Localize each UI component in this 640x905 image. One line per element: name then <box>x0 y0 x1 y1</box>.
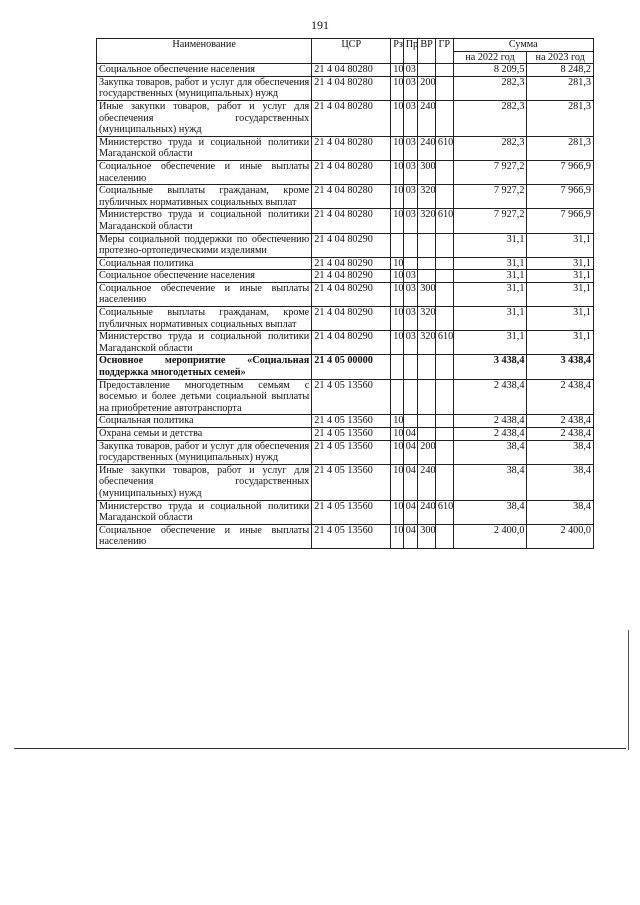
cell-csr: 21 4 05 00000 <box>312 355 391 379</box>
cell-pr: 03 <box>403 136 418 160</box>
cell-name: Социальное обеспечение и иные выплаты населению <box>97 524 312 548</box>
cell-name: Иные закупки товаров, работ и услуг для обеспечения государственных (муниципальных) нужд <box>97 464 312 500</box>
cell-vr: 240 <box>418 464 436 500</box>
cell-name: Социальные выплаты гражданам, кроме публичных нормативных социальных выплат <box>97 185 312 209</box>
cell-csr: 21 4 04 80280 <box>312 64 391 77</box>
cell-csr: 21 4 05 13560 <box>312 415 391 428</box>
cell-sum-2023: 3 438,4 <box>527 355 594 379</box>
cell-sum-2022: 31,1 <box>453 233 527 257</box>
cell-vr: 200 <box>418 440 436 464</box>
cell-sum-2022: 31,1 <box>453 331 527 355</box>
margin-mark <box>628 630 629 750</box>
cell-rz: 10 <box>391 524 403 548</box>
cell-vr: 200 <box>418 76 436 100</box>
cell-rz: 10 <box>391 136 403 160</box>
cell-vr: 300 <box>418 524 436 548</box>
cell-name: Министерство труда и социальной политики Магаданской области <box>97 209 312 233</box>
cell-pr: 03 <box>403 160 418 184</box>
cell-name: Меры социальной поддержки по обеспечению протезно-ортопедическими изделиями <box>97 233 312 257</box>
cell-csr: 21 4 04 80280 <box>312 100 391 136</box>
cell-name: Министерство труда и социальной политики Магаданской области <box>97 500 312 524</box>
table-row <box>97 100 594 136</box>
cell-gr <box>435 524 453 548</box>
cell-sum-2023: 31,1 <box>527 270 594 283</box>
cell-pr: 03 <box>403 282 418 306</box>
table-row <box>97 500 594 524</box>
table-row <box>97 464 594 500</box>
cell-sum-2023: 281,3 <box>527 76 594 100</box>
header-sum: Сумма <box>453 39 593 52</box>
cell-sum-2023: 31,1 <box>527 331 594 355</box>
cell-sum-2022: 31,1 <box>453 307 527 331</box>
cell-pr: 03 <box>403 270 418 283</box>
cell-csr: 21 4 05 13560 <box>312 379 391 415</box>
table-row <box>97 415 594 428</box>
cell-rz <box>391 233 403 257</box>
cell-vr: 240 <box>418 100 436 136</box>
cell-pr <box>403 257 418 270</box>
cell-sum-2022: 7 927,2 <box>453 209 527 233</box>
cell-pr: 04 <box>403 524 418 548</box>
header-gr: ГР <box>435 39 453 64</box>
cell-gr <box>435 440 453 464</box>
cell-pr: 03 <box>403 331 418 355</box>
cell-pr <box>403 355 418 379</box>
header-name: Наименование <box>97 39 312 64</box>
cell-sum-2023: 31,1 <box>527 307 594 331</box>
cell-pr: 03 <box>403 100 418 136</box>
cell-csr: 21 4 05 13560 <box>312 464 391 500</box>
cell-sum-2023: 2 400,0 <box>527 524 594 548</box>
cell-csr: 21 4 05 13560 <box>312 500 391 524</box>
cell-csr: 21 4 05 13560 <box>312 524 391 548</box>
cell-sum-2023: 2 438,4 <box>527 415 594 428</box>
table-header <box>97 39 594 64</box>
cell-pr: 04 <box>403 464 418 500</box>
table-row <box>97 270 594 283</box>
cell-gr <box>435 160 453 184</box>
table-row <box>97 379 594 415</box>
cell-rz: 10 <box>391 76 403 100</box>
header-vr: ВР <box>418 39 436 64</box>
table-row <box>97 282 594 306</box>
cell-gr <box>435 355 453 379</box>
cell-sum-2022: 7 927,2 <box>453 185 527 209</box>
cell-vr: 320 <box>418 209 436 233</box>
cell-pr <box>403 379 418 415</box>
budget-table <box>96 38 594 549</box>
cell-name: Социальное обеспечение населения <box>97 64 312 77</box>
cell-sum-2022: 2 438,4 <box>453 379 527 415</box>
cell-name: Основное мероприятие «Социальная поддержка многодетных семей» <box>97 355 312 379</box>
header-year-2023: на 2023 год <box>527 51 594 64</box>
cell-name: Иные закупки товаров, работ и услуг для обеспечения государственных (муниципальных) нужд <box>97 100 312 136</box>
table-row <box>97 209 594 233</box>
cell-rz: 10 <box>391 282 403 306</box>
cell-vr <box>418 233 436 257</box>
cell-csr: 21 4 04 80290 <box>312 233 391 257</box>
cell-sum-2023: 2 438,4 <box>527 379 594 415</box>
cell-rz: 10 <box>391 428 403 441</box>
cell-sum-2022: 31,1 <box>453 282 527 306</box>
cell-gr <box>435 282 453 306</box>
table-row <box>97 307 594 331</box>
cell-pr: 04 <box>403 440 418 464</box>
cell-gr <box>435 464 453 500</box>
header-pr: Пр <box>403 39 418 64</box>
cell-csr: 21 4 04 80280 <box>312 209 391 233</box>
cell-gr <box>435 307 453 331</box>
cell-rz: 10 <box>391 185 403 209</box>
cell-csr: 21 4 05 13560 <box>312 440 391 464</box>
page-number: 191 <box>311 18 329 32</box>
cell-sum-2022: 38,4 <box>453 500 527 524</box>
cell-name: Министерство труда и социальной политики Магаданской области <box>97 331 312 355</box>
cell-csr: 21 4 04 80290 <box>312 257 391 270</box>
cell-vr: 320 <box>418 331 436 355</box>
table-row <box>97 76 594 100</box>
cell-sum-2022: 2 438,4 <box>453 415 527 428</box>
cell-rz: 10 <box>391 415 403 428</box>
table-row <box>97 440 594 464</box>
cell-gr: 610 <box>435 209 453 233</box>
cell-rz: 10 <box>391 440 403 464</box>
cell-vr <box>418 257 436 270</box>
cell-csr: 21 4 04 80280 <box>312 136 391 160</box>
cell-rz: 10 <box>391 270 403 283</box>
cell-name: Социальные выплаты гражданам, кроме публичных нормативных социальных выплат <box>97 307 312 331</box>
cell-rz: 10 <box>391 209 403 233</box>
table-row <box>97 428 594 441</box>
cell-vr: 240 <box>418 136 436 160</box>
table-row <box>97 233 594 257</box>
cell-sum-2023: 8 248,2 <box>527 64 594 77</box>
table-row <box>97 331 594 355</box>
cell-rz: 10 <box>391 64 403 77</box>
cell-pr: 03 <box>403 209 418 233</box>
cell-csr: 21 4 04 80290 <box>312 331 391 355</box>
cell-gr <box>435 76 453 100</box>
table-row <box>97 136 594 160</box>
cell-csr: 21 4 04 80280 <box>312 160 391 184</box>
cell-rz: 10 <box>391 257 403 270</box>
cell-sum-2022: 8 209,5 <box>453 64 527 77</box>
cell-sum-2022: 2 438,4 <box>453 428 527 441</box>
table-row <box>97 524 594 548</box>
cell-gr <box>435 270 453 283</box>
cell-pr <box>403 415 418 428</box>
cell-csr: 21 4 04 80280 <box>312 185 391 209</box>
cell-gr <box>435 428 453 441</box>
cell-sum-2022: 282,3 <box>453 76 527 100</box>
cell-gr <box>435 233 453 257</box>
cell-name: Охрана семьи и детства <box>97 428 312 441</box>
header-csr: ЦСР <box>312 39 391 64</box>
cell-sum-2022: 38,4 <box>453 464 527 500</box>
table-row <box>97 355 594 379</box>
cell-csr: 21 4 05 13560 <box>312 428 391 441</box>
cell-name: Социальная политика <box>97 415 312 428</box>
cell-rz: 10 <box>391 160 403 184</box>
cell-vr <box>418 355 436 379</box>
cell-vr: 320 <box>418 307 436 331</box>
separator-line <box>14 748 626 749</box>
cell-sum-2022: 38,4 <box>453 440 527 464</box>
cell-vr: 300 <box>418 282 436 306</box>
cell-sum-2022: 282,3 <box>453 136 527 160</box>
table-body <box>97 64 594 549</box>
cell-vr: 300 <box>418 160 436 184</box>
cell-rz: 10 <box>391 331 403 355</box>
cell-gr <box>435 185 453 209</box>
cell-rz <box>391 355 403 379</box>
cell-gr <box>435 64 453 77</box>
cell-pr: 03 <box>403 185 418 209</box>
cell-sum-2023: 7 966,9 <box>527 160 594 184</box>
header-year-2022: на 2022 год <box>453 51 527 64</box>
cell-pr: 04 <box>403 500 418 524</box>
cell-rz: 10 <box>391 307 403 331</box>
cell-pr: 03 <box>403 76 418 100</box>
cell-pr <box>403 233 418 257</box>
cell-name: Социальное обеспечение населения <box>97 270 312 283</box>
cell-sum-2022: 31,1 <box>453 257 527 270</box>
cell-rz <box>391 379 403 415</box>
cell-rz: 10 <box>391 500 403 524</box>
cell-csr: 21 4 04 80290 <box>312 282 391 306</box>
cell-sum-2022: 31,1 <box>453 270 527 283</box>
cell-name: Социальное обеспечение и иные выплаты населению <box>97 160 312 184</box>
table-row <box>97 257 594 270</box>
cell-pr: 03 <box>403 64 418 77</box>
cell-name: Предоставление многодетным семьям с восемью и более детьми социальной выплаты на приобретение автотранспорта <box>97 379 312 415</box>
cell-sum-2023: 281,3 <box>527 136 594 160</box>
cell-sum-2023: 31,1 <box>527 233 594 257</box>
header-rz: Рз <box>391 39 403 64</box>
cell-csr: 21 4 04 80290 <box>312 270 391 283</box>
cell-sum-2022: 7 927,2 <box>453 160 527 184</box>
cell-sum-2022: 3 438,4 <box>453 355 527 379</box>
cell-name: Социальное обеспечение и иные выплаты населению <box>97 282 312 306</box>
cell-gr: 610 <box>435 500 453 524</box>
cell-pr: 04 <box>403 428 418 441</box>
cell-vr: 240 <box>418 500 436 524</box>
table-row <box>97 64 594 77</box>
cell-sum-2022: 282,3 <box>453 100 527 136</box>
cell-sum-2023: 38,4 <box>527 464 594 500</box>
cell-name: Закупка товаров, работ и услуг для обеспечения государственных (муниципальных) нужд <box>97 440 312 464</box>
cell-sum-2023: 38,4 <box>527 500 594 524</box>
cell-sum-2023: 2 438,4 <box>527 428 594 441</box>
cell-csr: 21 4 04 80290 <box>312 307 391 331</box>
table-row <box>97 185 594 209</box>
cell-sum-2023: 7 966,9 <box>527 185 594 209</box>
cell-gr: 610 <box>435 331 453 355</box>
cell-vr <box>418 379 436 415</box>
cell-name: Министерство труда и социальной политики Магаданской области <box>97 136 312 160</box>
cell-vr <box>418 428 436 441</box>
cell-vr <box>418 270 436 283</box>
cell-sum-2023: 38,4 <box>527 440 594 464</box>
cell-sum-2023: 281,3 <box>527 100 594 136</box>
cell-sum-2023: 31,1 <box>527 282 594 306</box>
cell-gr <box>435 257 453 270</box>
cell-pr: 03 <box>403 307 418 331</box>
cell-gr: 610 <box>435 136 453 160</box>
table-row <box>97 160 594 184</box>
cell-name: Социальная политика <box>97 257 312 270</box>
cell-rz: 10 <box>391 100 403 136</box>
cell-csr: 21 4 04 80280 <box>312 76 391 100</box>
cell-sum-2022: 2 400,0 <box>453 524 527 548</box>
cell-vr: 320 <box>418 185 436 209</box>
cell-gr <box>435 100 453 136</box>
cell-sum-2023: 7 966,9 <box>527 209 594 233</box>
cell-gr <box>435 379 453 415</box>
cell-rz: 10 <box>391 464 403 500</box>
cell-sum-2023: 31,1 <box>527 257 594 270</box>
cell-vr <box>418 64 436 77</box>
cell-name: Закупка товаров, работ и услуг для обеспечения государственных (муниципальных) нужд <box>97 76 312 100</box>
cell-gr <box>435 415 453 428</box>
cell-vr <box>418 415 436 428</box>
